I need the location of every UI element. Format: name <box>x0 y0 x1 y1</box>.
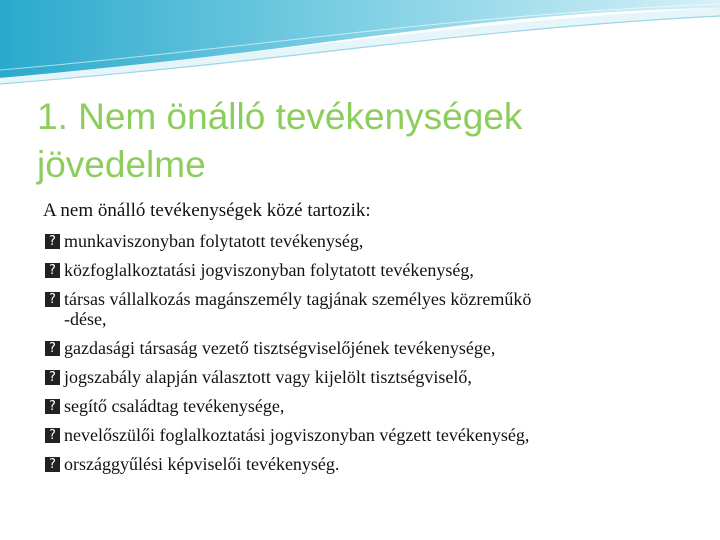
bullet-icon: ? <box>45 341 60 356</box>
list-item-text: segítő családtag tevékenysége, <box>64 396 285 416</box>
list-item <box>43 363 693 392</box>
slide-title <box>37 93 697 189</box>
list-item-text: nevelőszülői foglalkoztatási jogviszonyban végzett tevékenység, <box>64 425 530 445</box>
bullet-icon: ? <box>45 428 60 443</box>
bullet-icon: ? <box>45 263 60 278</box>
title-line-2: jövedelme <box>37 143 206 185</box>
list-item <box>43 392 693 421</box>
list-item-text: társas vállalkozás magánszemély tagjának személyes közreműkö <box>64 289 532 309</box>
bullet-icon: ? <box>45 370 60 385</box>
bullet-list <box>43 227 693 479</box>
list-item <box>43 421 693 450</box>
bullet-icon: ? <box>45 292 60 307</box>
bullet-icon: ? <box>45 399 60 414</box>
list-item-text: országgyűlési képviselői tevékenység. <box>64 454 340 474</box>
list-item <box>43 450 693 479</box>
bullet-icon: ? <box>45 234 60 249</box>
title-line-1: 1. Nem önálló tevékenységek <box>37 95 523 137</box>
list-item-text: munkaviszonyban folytatott tevékenység, <box>64 231 364 251</box>
list-item <box>43 285 693 329</box>
list-item <box>43 256 693 285</box>
intro-text: A nem önálló tevékenységek közé tartozik: <box>43 200 371 221</box>
bullet-icon: ? <box>45 457 60 472</box>
list-item-text-continuation: -dése, <box>64 309 107 329</box>
slide-body <box>43 197 693 479</box>
list-item-text: gazdasági társaság vezető tisztségviselőjének tevékenysége, <box>64 338 496 358</box>
list-item-text: jogszabály alapján választott vagy kijelölt tisztségviselő, <box>64 367 472 387</box>
list-item <box>43 334 693 363</box>
header-wave-decoration <box>0 0 720 90</box>
list-item <box>43 227 693 256</box>
list-item-text: közfoglalkoztatási jogviszonyban folytatott tevékenység, <box>64 260 474 280</box>
